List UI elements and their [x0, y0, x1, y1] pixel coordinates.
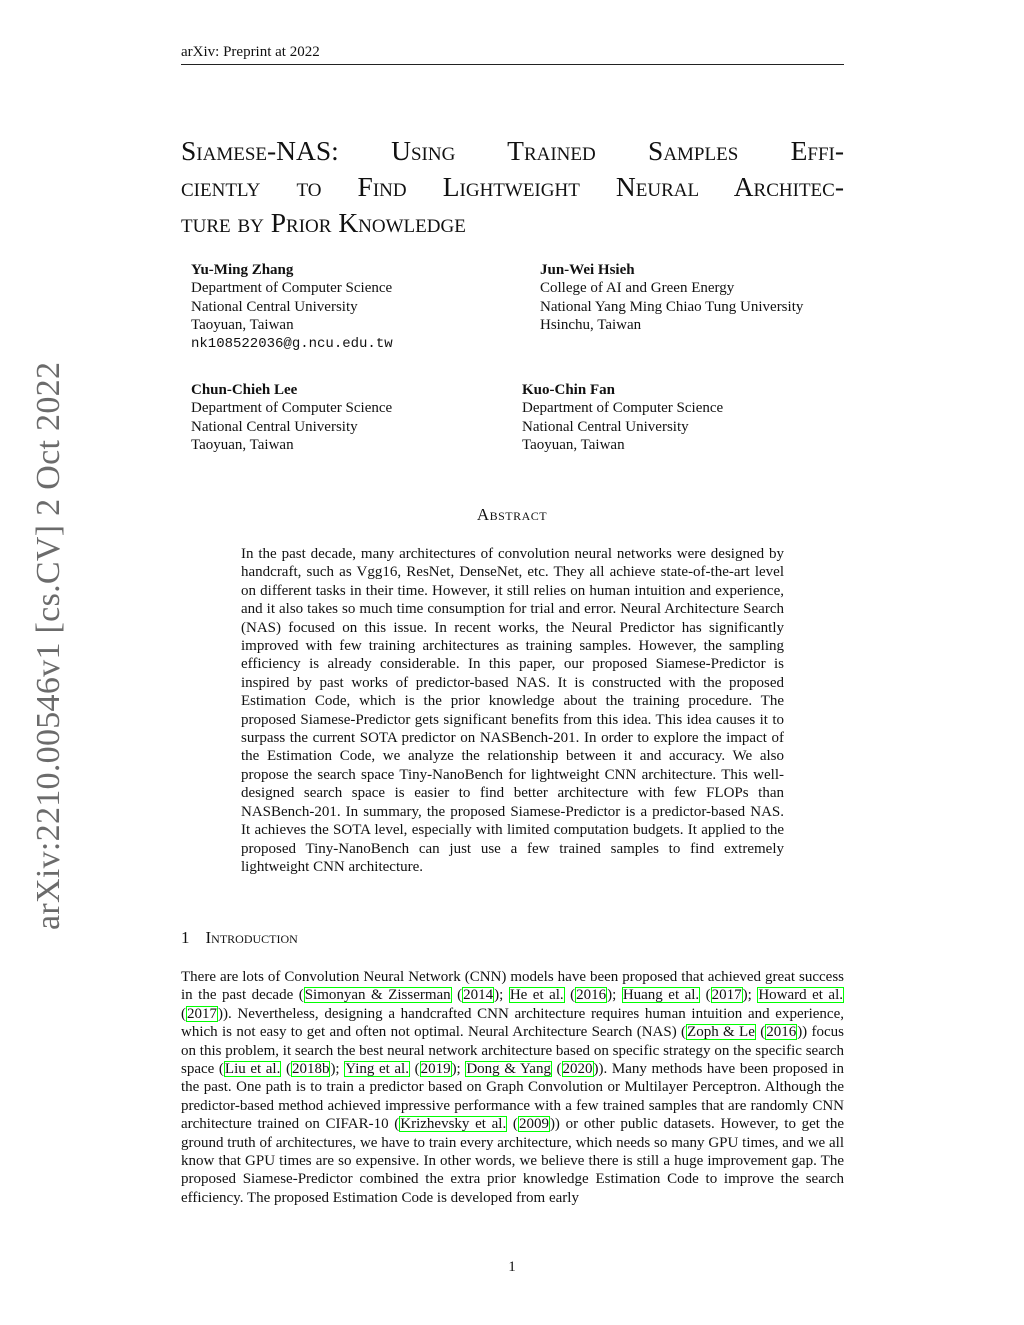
citation-year-link[interactable]: 2009	[518, 1116, 549, 1133]
citation-link[interactable]: Liu et al.	[224, 1061, 281, 1078]
paper-title	[181, 133, 844, 241]
text-run: );	[451, 1061, 466, 1078]
intro-paragraph	[181, 968, 844, 1207]
running-header: arXiv: Preprint at 2022	[181, 44, 320, 60]
title-line-3: ture by Prior Knowledge	[181, 207, 466, 238]
citation-year-link[interactable]: 2016	[576, 987, 607, 1004]
text-run: );	[494, 987, 509, 1004]
text-run: );	[742, 987, 758, 1004]
author-name: Yu-Ming Zhang	[191, 262, 294, 278]
section-number: 1	[181, 928, 190, 947]
citation-link[interactable]: He et al.	[509, 987, 564, 1004]
text-run: );	[330, 1061, 345, 1078]
text-run: )) focus on this problem, it search the best neural network architecture based on specific strategy on the specific search space (	[181, 1024, 844, 1078]
citation-link[interactable]: Krizhevsky et al.	[400, 1116, 507, 1133]
citation-year-link[interactable]: 2017	[187, 1005, 217, 1022]
citation-year-link[interactable]: 2014	[463, 987, 494, 1004]
citation-link[interactable]: Huang et al.	[622, 987, 700, 1004]
author-location: Taoyuan, Taiwan	[191, 437, 294, 454]
author-name: Kuo-Chin Fan	[522, 382, 615, 398]
author-univ: National Yang Ming Chiao Tung University	[540, 298, 804, 315]
author-block-2	[540, 261, 803, 335]
citation-year-link[interactable]: 2020	[562, 1061, 593, 1078]
author-dept: Department of Computer Science	[522, 400, 724, 417]
arxiv-sidebar-id: arXiv:2210.00546v1 [cs.CV] 2 Oct 2022	[30, 361, 67, 930]
title-line-1: Siamese-NAS: Using Trained Samples Effi-	[181, 135, 844, 166]
text-run: There are lots of Convolution Neural Network (CNN) models have been proposed that achieved great success in the past decade (	[181, 969, 844, 1004]
author-dept: Department of Computer Science	[191, 280, 393, 297]
text-run: )). Many methods have been proposed in the past. One path is to train a predictor based on Graph Convolution or Multilayer Perceptron. Although the predictor-based method achieved impressive performance with a few trained samples that are randomly CNN architecture trained on CIFAR-10 (	[181, 1061, 844, 1133]
author-location: Taoyuan, Taiwan	[191, 317, 294, 334]
citation-year-link[interactable]: 2016	[766, 1024, 797, 1041]
author-block-3	[191, 381, 392, 455]
citation-year-link[interactable]: 2017	[711, 987, 742, 1004]
author-location: Hsinchu, Taiwan	[540, 317, 642, 334]
author-univ: National Central University	[522, 418, 689, 435]
author-name: Jun-Wei Hsieh	[540, 262, 635, 278]
text-run: )). Nevertheless, designing a handcrafted CNN architecture requires human intuition and experience, which is not easy to get and often not optimal. Neural Architecture Search (NAS) (	[181, 1005, 844, 1041]
section-title: Introduction	[205, 928, 298, 947]
author-email[interactable]: nk108522036@g.ncu.edu.tw	[191, 335, 393, 352]
header-rule	[181, 64, 844, 65]
text-run: (	[551, 1061, 562, 1078]
text-run: );	[607, 987, 622, 1004]
text-run: (	[281, 1061, 291, 1078]
author-dept: Department of Computer Science	[191, 400, 393, 417]
abstract-text: In the past decade, many architectures of convolution neural networks were designed by handcraft, such as Vgg16, ResNet, DenseNet, etc. They all achieve state-of-the-art level on different tasks in their time. However, it still relies on human intuition and experience, and it also takes so much time consumption for trial and error. Neural Architecture Search (NAS) focused on this issue. In recent works, the Neural Predictor has significantly improved with few training architectures as training samples. However, the sampling efficiency is already considerable. In this paper, our proposed Siamese-Predictor is inspired by past works of predictor-based NAS. It is constructed with the proposed Estimation Code, which is the prior knowledge about the training procedure. The proposed Siamese-Predictor gets significant benefits from this idea. This idea causes it to surpass the current SOTA predictor on NASBench-201. In order to explore the impact of the Estimation Code, we analyze the relationship between it and accuracy. We also propose the search space Tiny-NanoBench for lightweight CNN architecture. This well-designed search space is easier to find better architecture with few FLOPs than NASBench-201. In summary, the proposed Siamese-Predictor is a predictor-based NAS. It achieves the SOTA level, especially with limited computation budgets. It applied to the proposed Tiny-NanoBench can just use a few trained samples to find extremely lightweight CNN architecture.	[241, 546, 784, 875]
text-run: (	[451, 987, 463, 1004]
author-univ: National Central University	[191, 418, 358, 435]
abstract-heading: Abstract	[476, 505, 548, 524]
title-line-2: ciently to Find Lightweight Neural Architec-	[181, 171, 844, 202]
author-dept: College of AI and Green Energy	[540, 280, 735, 297]
citation-year-link[interactable]: 2018b	[291, 1061, 330, 1078]
citation-link[interactable]: Zoph & Le	[687, 1024, 755, 1041]
text-run: (	[507, 1116, 518, 1133]
text-run: (	[755, 1024, 766, 1041]
citation-link[interactable]: Dong & Yang	[466, 1061, 551, 1078]
text-run: (	[564, 987, 576, 1004]
author-name: Chun-Chieh Lee	[191, 382, 298, 398]
author-block-4	[522, 381, 723, 455]
author-univ: National Central University	[191, 298, 358, 315]
text-run: (	[181, 1005, 186, 1022]
text-run: (	[409, 1061, 420, 1078]
citation-year-link[interactable]: 2019	[420, 1061, 451, 1078]
page-number: 1	[508, 1259, 516, 1275]
author-block-1	[191, 261, 393, 353]
citation-link[interactable]: Ying et al.	[345, 1061, 409, 1078]
author-location: Taoyuan, Taiwan	[522, 437, 625, 454]
citation-link[interactable]: Simonyan & Zisserman	[304, 987, 451, 1004]
text-run: (	[700, 987, 711, 1004]
text-run: )) or other public datasets. However, to get the ground truth of architectures, we have to train every architecture, which needs so many GPU times, and we all know that GPU times are so expensive. In other words, we believe there is still a huge improvement gap. The proposed Siamese-Predictor combined the extra prior knowledge Estimation Code to improve the search efficiency. The proposed Estimation Code is developed from early	[181, 1116, 844, 1206]
citation-link[interactable]: Howard et al.	[758, 987, 843, 1004]
section-heading	[181, 928, 298, 948]
